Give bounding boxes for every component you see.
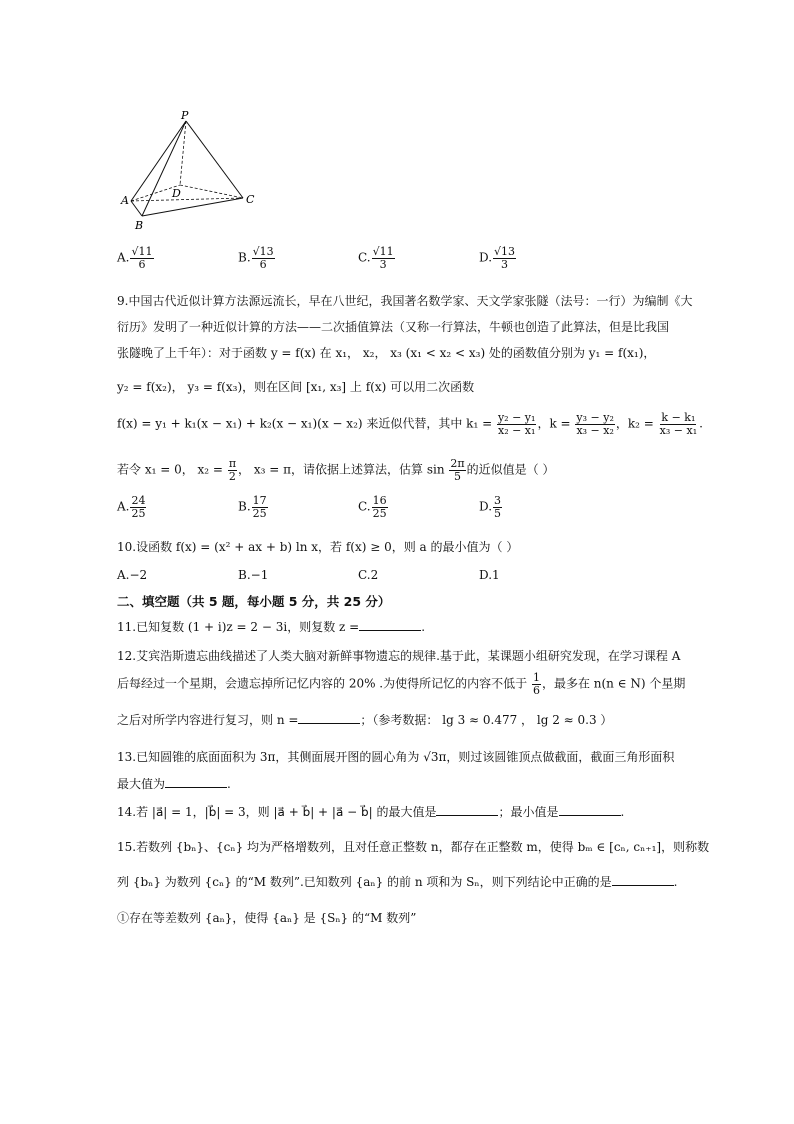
- q10-option-d: D.1: [479, 568, 500, 582]
- q8-option-c: C. $\frac{√11}{3}$: [358, 245, 394, 271]
- q11-line: 11.已知复数 (1 + i)z = 2 − 3i，则复数 z = .: [117, 620, 426, 634]
- q9-line-5: f(x) = y₁ + k₁(x − x₁) + k₂(x − x₁)(x − x₂) 来近似代替，其中 k₁ = $\frac{\text{y₂ − y₁}}{\text{x₂ − x₁}}$ ，k = $\frac{\text{y₃ − y₂}}{\text{x₃ − x₂}}$ ，k₂ = $\frac{\text{k − k₁}}{\text{x₃ − x₁}}$ .: [117, 411, 703, 437]
- q9-option-a: A. $\frac{24}{25}$: [117, 494, 146, 520]
- q13-line-1: 13.已知圆锥的底面面积为 3π，其侧面展开图的圆心角为 √3π，则过该圆锥顶点做截面，截面三角形面积: [117, 750, 675, 764]
- vertex-label-d: D: [172, 187, 181, 200]
- vertex-label-c: C: [246, 193, 255, 206]
- vertex-label-a: A: [121, 194, 129, 207]
- q15-statement-1: ①存在等差数列 {aₙ}，使得 {aₙ} 是 {Sₙ} 的“M 数列”: [117, 911, 417, 925]
- q15-answer-blank[interactable]: [612, 873, 674, 886]
- q10-text: 10.设函数 f(x) = (x² + ax + b) ln x，若 f(x) ≥ 0，则 a 的最小值为（ ）: [117, 540, 519, 554]
- q9-line-6: 若令 x₁ = 0， x₂ = $\frac{\pi}{2}$ ， x₃ = π，请依据上述算法，估算 sin $\frac{2\pi}{5}$ 的近似值是（ ）: [117, 457, 555, 483]
- q15-line-1: 15.若数列 {bₙ}、{cₙ} 均为严格增数列，且对任意正整数 n，都存在正整数 m，使得 bₘ ∈ [cₙ, cₙ₊₁]，则称数: [117, 840, 710, 854]
- q12-answer-blank[interactable]: [298, 711, 360, 724]
- q15-line-2: 列 {bₙ} 为数列 {cₙ} 的“M 数列”.已知数列 {aₙ} 的前 n 项和为 Sₙ，则下列结论中正确的是 .: [117, 875, 678, 889]
- q12-line-1: 12.艾宾浩斯遗忘曲线描述了人类大脑对新鲜事物遗忘的规律.基于此，某课题小组研究发现，在学习课程 A: [117, 649, 681, 663]
- q10-option-a: A.−2: [117, 568, 148, 582]
- q10-option-b: B.−1: [238, 568, 269, 582]
- q9-option-d: D. $\frac{3}{5}$: [479, 494, 502, 520]
- q14-line: 14.若 |a⃗| = 1，|b⃗| = 3，则 |a⃗ + b⃗| + |a⃗ − b⃗| 的最大值是 ；最小值是 .: [117, 805, 625, 819]
- vertex-label-p: P: [181, 109, 189, 122]
- q9-line-3: 张隧晚了上千年）：对于函数 y = f(x) 在 x₁， x₂， x₃ (x₁ < x₂ < x₃) 处的函数值分别为 y₁ = f(x₁)，: [117, 346, 656, 360]
- q12-line-2: 后每经过一个星期，会遗忘掉所记忆内容的 20% .为使得所记忆的内容不低于 $\frac{1}{6}$ ，最多在 n(n ∈ N) 个星期: [117, 671, 686, 697]
- q10-option-c: C.2: [358, 568, 379, 582]
- q12-line-3: 之后对所学内容进行复习，则 n = ；（参考数据： lg 3 ≈ 0.477 ， lg 2 ≈ 0.3 ）: [117, 713, 613, 727]
- q8-option-a: A. $\frac{√11}{6}$: [117, 245, 153, 271]
- q9-line-2: 衍历》发明了一种近似计算的方法——二次插值算法（又称一行算法，牛顿也创造了此算法，但是比我国: [117, 320, 670, 334]
- q13-line-2: 最大值为 .: [117, 777, 231, 791]
- q9-line-4: y₂ = f(x₂)， y₃ = f(x₃)，则在区间 [x₁, x₃] 上 f(x) 可以用二次函数: [117, 380, 475, 394]
- q9-line-1: 9.中国古代近似计算方法源远流长，早在八世纪，我国著名数学家、天文学家张隧（法号：一行）为编制《大: [117, 294, 693, 308]
- q14-answer-blank-min[interactable]: [559, 803, 621, 816]
- q14-answer-blank-max[interactable]: [436, 803, 498, 816]
- q8-option-d: D. $\frac{√13}{3}$: [479, 245, 516, 271]
- q11-answer-blank[interactable]: [359, 618, 421, 631]
- q8-option-b: B. $\frac{√13}{6}$: [238, 245, 274, 271]
- q13-answer-blank[interactable]: [165, 775, 227, 788]
- vertex-label-b: B: [135, 219, 144, 232]
- section-heading: 二、填空题（共 5 题，每小题 5 分，共 25 分）: [117, 594, 391, 609]
- q9-option-b: B. $\frac{17}{25}$: [238, 494, 267, 520]
- q9-option-c: C. $\frac{16}{25}$: [358, 494, 387, 520]
- pyramid-figure: [118, 108, 268, 233]
